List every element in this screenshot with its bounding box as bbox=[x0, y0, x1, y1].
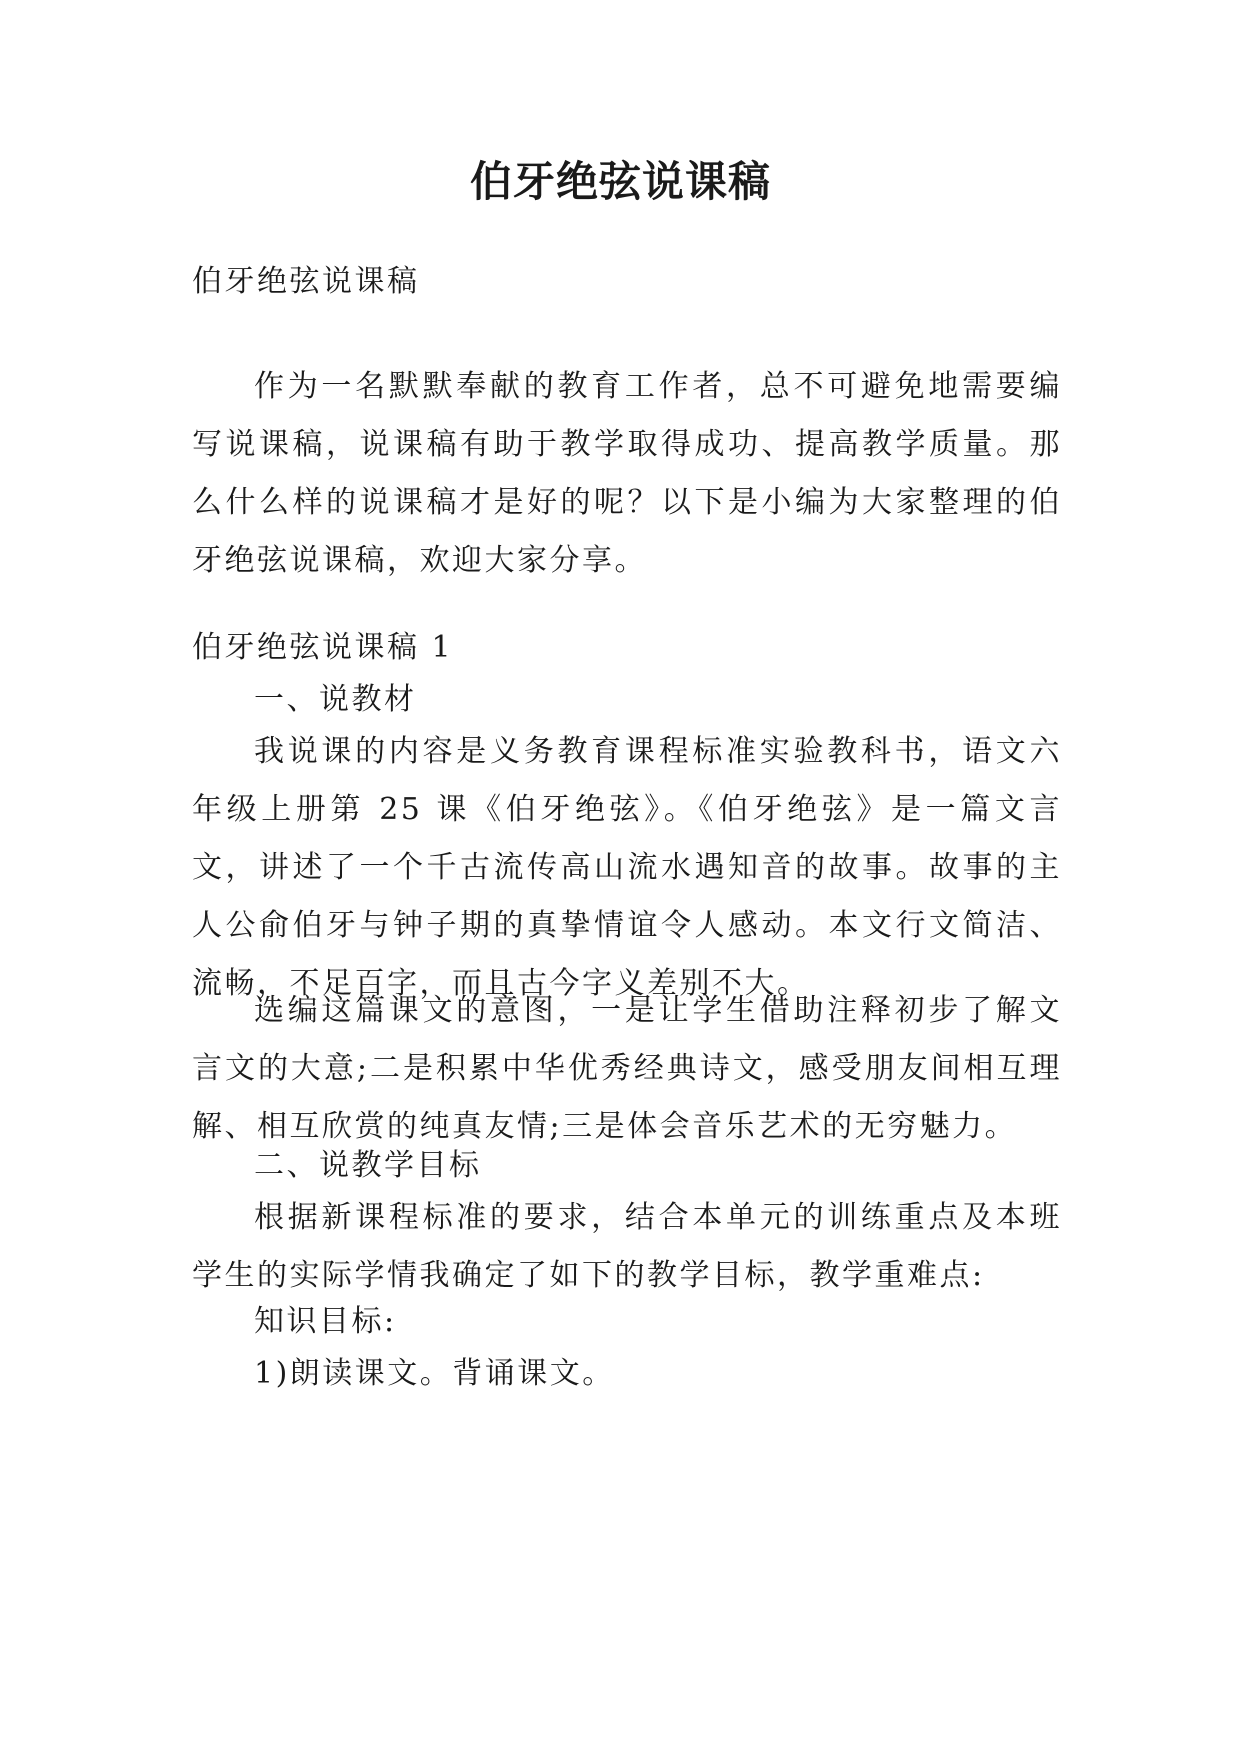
material-paragraph-2: 选编这篇课文的意图，一是让学生借助注释初步了解文言文的大意;二是积累中华优秀经典诗文，感受朋友间相互理解、相互欣赏的纯真友情;三是体会音乐艺术的无穷魅力。 bbox=[192, 993, 1062, 1144]
knowledge-item: 1)朗读课文。背诵课文。 bbox=[254, 1356, 615, 1391]
knowledge-label: 知识目标: bbox=[254, 1304, 397, 1339]
document-subtitle: 伯牙绝弦说课稿 bbox=[192, 264, 420, 299]
heading-goals: 二、说教学目标 bbox=[254, 1148, 482, 1183]
intro-paragraph: 作为一名默默奉献的教育工作者，总不可避免地需要编写说课稿，说课稿有助于教学取得成功、提高教学质量。那么什么样的说课稿才是好的呢？以下是小编为大家整理的伯牙绝弦说课稿，欢迎大家分享。 bbox=[192, 369, 1062, 578]
document-title: 伯牙绝弦说课稿 bbox=[469, 157, 771, 206]
material-paragraph-1: 我说课的内容是义务教育课程标准实验教科书，语文六年级上册第 25 课《伯牙绝弦》。《伯牙绝弦》是一篇文言文，讲述了一个千古流传高山流水遇知音的故事。故事的主人公俞伯牙与钟子期的真挚情谊令人感动。本文行文简洁、流畅，不足百字，而且古今字义差别不大。 bbox=[192, 734, 1062, 1001]
goals-paragraph: 根据新课程标准的要求，结合本单元的训练重点及本班学生的实际学情我确定了如下的教学目标，教学重难点: bbox=[192, 1200, 1062, 1293]
heading-material: 一、说教材 bbox=[254, 682, 417, 717]
section-heading: 伯牙绝弦说课稿 1 bbox=[192, 630, 454, 665]
